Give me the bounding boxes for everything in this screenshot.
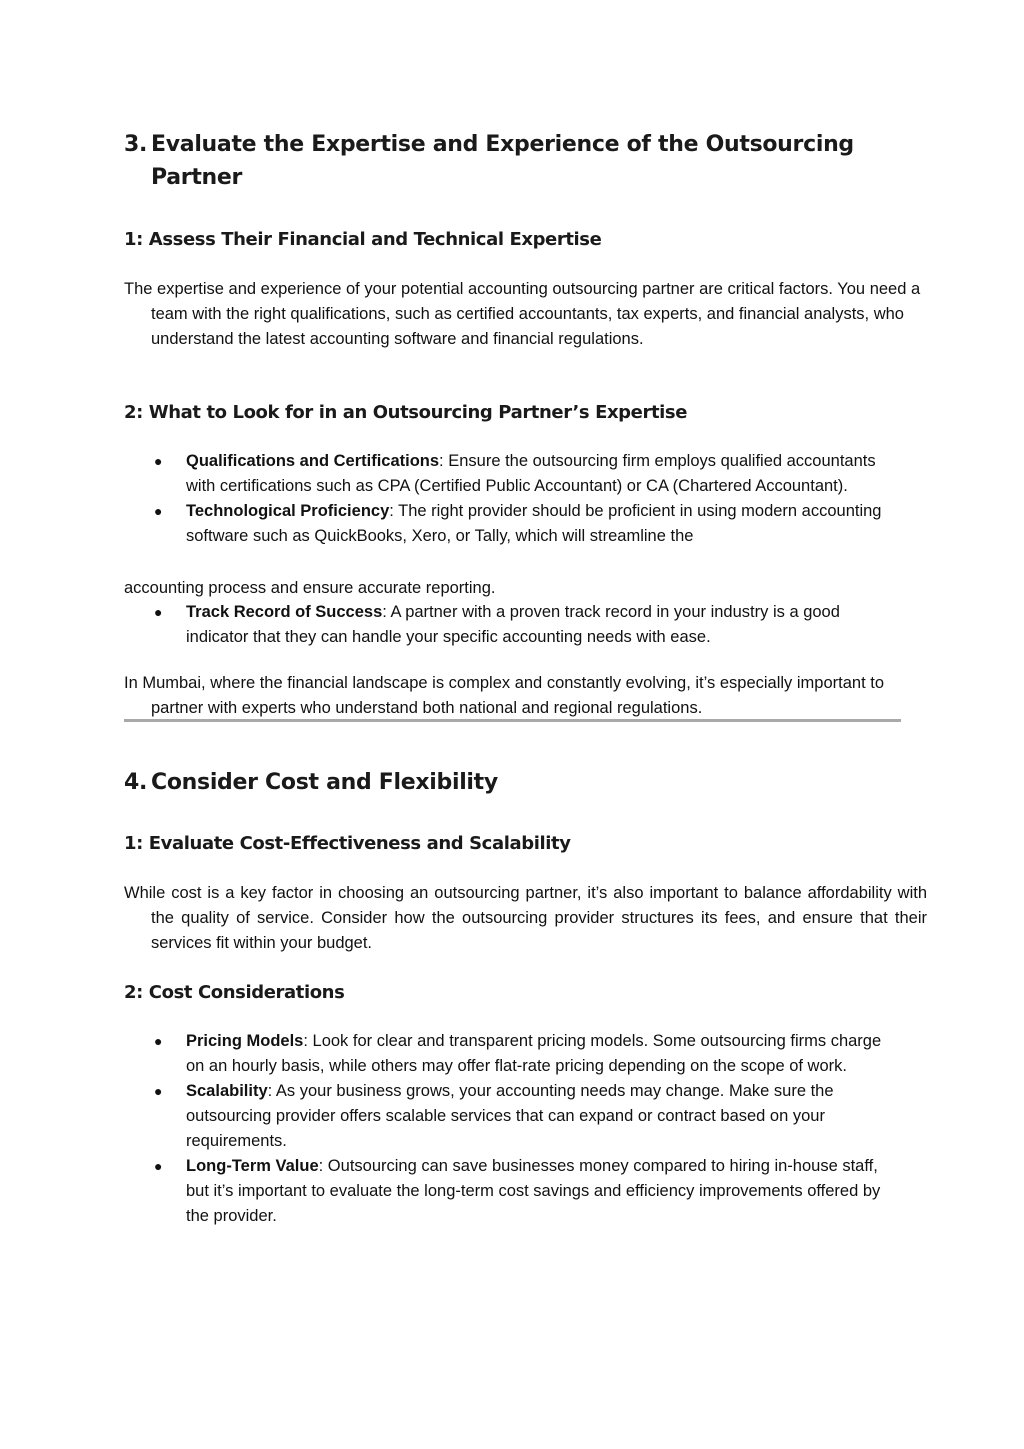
list-item bbox=[124, 1029, 900, 1079]
list-item-label: Qualifications and Certifications bbox=[186, 452, 440, 470]
section-title-line-2: Partner bbox=[151, 165, 243, 190]
subheading-cost-effectiveness: 1: Evaluate Cost-Effectiveness and Scalability bbox=[124, 833, 571, 854]
list-item-label: Technological Proficiency bbox=[186, 502, 390, 520]
list-item-text: : The right provider should be proficient in using modern accounting software such as QuickBooks, Xero, or Tally, which will streamline the bbox=[186, 502, 882, 545]
subheading-assess-expertise: 1: Assess Their Financial and Technical Expertise bbox=[124, 229, 602, 250]
list-item bbox=[124, 499, 900, 549]
bullet-icon: ● bbox=[154, 453, 163, 469]
list-item bbox=[124, 449, 900, 499]
bullet-icon: ● bbox=[154, 1083, 163, 1099]
section-4-heading bbox=[124, 766, 884, 799]
paragraph-expertise-intro: The expertise and experience of your potential accounting outsourcing partner are critical factors. You need a team with the right qualifications, such as certified accountants, tax experts, and financial analysts, who understand the latest accounting software and financial regulations. bbox=[124, 280, 921, 348]
list-item-text: : Outsourcing can save businesses money compared to hiring in-house staff, but it’s important to evaluate the long-term cost savings and efficiency improvements offered by the provider. bbox=[186, 1157, 881, 1225]
list-item-label: Track Record of Success bbox=[186, 603, 383, 621]
list-item-label: Long-Term Value bbox=[186, 1157, 319, 1175]
list-item-label: Scalability bbox=[186, 1082, 268, 1100]
paragraph-cost-intro: While cost is a key factor in choosing an outsourcing partner, it’s also important to balance affordability with the quality of service. Consider how the outsourcing provider structures its fees, and ensure that their services fit within your budget. bbox=[124, 884, 927, 952]
section-title: Consider Cost and Flexibility bbox=[151, 770, 498, 795]
list-item-text: : As your business grows, your accounting needs may change. Make sure the outsourcing provider offers scalable services that can expand or contract based on your requirements. bbox=[186, 1082, 834, 1150]
bullet-icon: ● bbox=[154, 1158, 163, 1174]
paragraph-mumbai-closing: In Mumbai, where the financial landscape is complex and constantly evolving, it’s especially important to partner with experts who understand both national and regional regulations. bbox=[124, 674, 885, 717]
subheading-cost-considerations: 2: Cost Considerations bbox=[124, 982, 345, 1003]
list-item-text: : Look for clear and transparent pricing models. Some outsourcing firms charge on an hourly basis, while others may offer flat-rate pricing depending on the scope of work. bbox=[186, 1032, 882, 1075]
list-item-label: Pricing Models bbox=[186, 1032, 304, 1050]
expertise-bullet-list-continued bbox=[124, 600, 900, 650]
list-continuation-text: accounting process and ensure accurate reporting. bbox=[124, 579, 496, 597]
list-item-text: : A partner with a proven track record in your industry is a good indicator that they can handle your specific accounting needs with ease. bbox=[186, 603, 840, 646]
section-divider bbox=[124, 719, 901, 722]
section-title-line-1: Evaluate the Expertise and Experience of the Outsourcing bbox=[151, 132, 854, 157]
list-item-text: : Ensure the outsourcing firm employs qualified accountants with certifications such as CPA (Certified Public Accountant) or CA (Chartered Accountant). bbox=[186, 452, 876, 495]
list-item bbox=[124, 1079, 900, 1154]
section-number: 4. bbox=[124, 770, 148, 795]
list-item bbox=[124, 600, 900, 650]
list-item bbox=[124, 1154, 900, 1229]
bullet-icon: ● bbox=[154, 503, 163, 519]
section-3-heading bbox=[124, 128, 884, 194]
cost-bullet-list bbox=[124, 1029, 900, 1229]
expertise-bullet-list bbox=[124, 449, 900, 549]
subheading-what-to-look-for: 2: What to Look for in an Outsourcing Partner’s Expertise bbox=[124, 402, 688, 423]
bullet-icon: ● bbox=[154, 1033, 163, 1049]
section-number: 3. bbox=[124, 132, 148, 157]
bullet-icon: ● bbox=[154, 604, 163, 620]
